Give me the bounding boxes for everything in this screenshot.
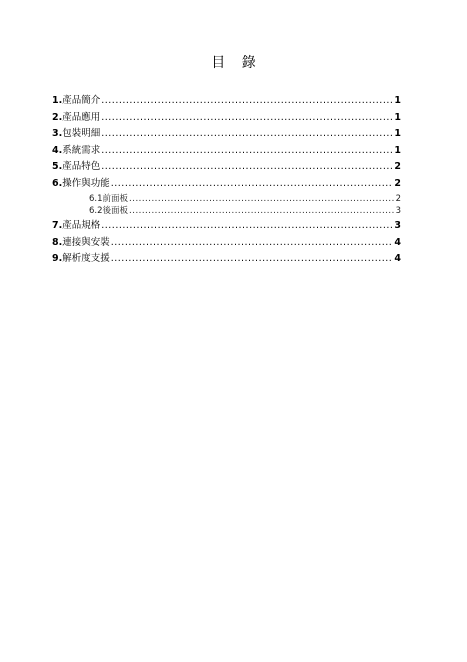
- toc-entry-page: 3: [395, 205, 401, 216]
- toc-entry-number: 7.: [52, 220, 63, 231]
- toc-entry-page: 1: [394, 144, 401, 156]
- toc-leader-dots: [101, 126, 393, 143]
- toc-leader-dots: [111, 176, 394, 193]
- toc-leader-dots: [101, 93, 393, 110]
- toc-entry-8[interactable]: [52, 235, 401, 252]
- toc-entry-number: 6.: [52, 177, 63, 189]
- toc-entry-page: 2: [395, 194, 401, 204]
- toc-leader-dots: [111, 235, 394, 252]
- toc-entry-label: 產品規格: [62, 220, 101, 231]
- toc-entry-label: 產品應用: [62, 111, 101, 123]
- toc-entry-label: 系統需求: [62, 144, 101, 156]
- toc-entry-page: 2: [394, 161, 401, 172]
- toc-leader-dots: [101, 143, 393, 160]
- toc-entry-page: 1: [394, 111, 401, 123]
- toc-entry-number: 5.: [52, 161, 63, 172]
- toc-entry-7[interactable]: [52, 218, 401, 235]
- toc-entry-number: 4.: [52, 144, 63, 156]
- toc-entry-6[interactable]: [52, 176, 401, 193]
- toc-entry-number: 9.: [52, 253, 63, 264]
- toc-leader-dots: [101, 159, 393, 176]
- toc-entry-label: 連接與安裝: [62, 236, 110, 248]
- toc-entry-page: 4: [394, 236, 401, 248]
- toc-entry-6-1[interactable]: [52, 194, 401, 206]
- toc-leader-dots: [101, 110, 393, 127]
- toc-entry-3[interactable]: [52, 126, 401, 143]
- toc-entry-label: 後面板: [102, 205, 129, 216]
- toc-entry-number: 2.: [52, 111, 63, 123]
- toc-entry-label: 操作與功能: [62, 177, 110, 189]
- toc-entry-page: 1: [394, 128, 401, 139]
- toc-entry-label: 產品特色: [62, 161, 101, 172]
- toc-entry-number: 8.: [52, 236, 63, 248]
- toc-leader-dots: [111, 251, 394, 268]
- toc-entry-page: 3: [394, 220, 401, 231]
- toc-entry-4[interactable]: [52, 143, 401, 160]
- toc-leader-dots: [129, 206, 395, 218]
- toc-leader-dots: [129, 194, 395, 206]
- toc-entry-label: 解析度支援: [62, 253, 110, 264]
- toc-entry-number: 1.: [52, 95, 63, 106]
- toc-entry-1[interactable]: [52, 93, 401, 110]
- toc-entry-5[interactable]: [52, 159, 401, 176]
- toc-entry-label: 前面板: [102, 194, 129, 204]
- toc-entry-6-2[interactable]: [52, 206, 401, 218]
- toc-entry-label: 包裝明細: [62, 128, 101, 139]
- toc-entry-9[interactable]: [52, 251, 401, 268]
- toc-entry-number: 6.2: [89, 205, 103, 216]
- toc-entry-number: 6.1: [89, 194, 103, 204]
- table-of-contents: [52, 93, 401, 268]
- toc-entry-page: 4: [394, 253, 401, 264]
- toc-entry-2[interactable]: [52, 110, 401, 127]
- toc-title: 目 錄: [211, 55, 262, 71]
- toc-entry-page: 1: [394, 95, 401, 106]
- toc-leader-dots: [101, 218, 393, 235]
- toc-entry-number: 3.: [52, 128, 63, 139]
- toc-entry-page: 2: [394, 177, 401, 189]
- toc-entry-label: 產品簡介: [62, 95, 101, 106]
